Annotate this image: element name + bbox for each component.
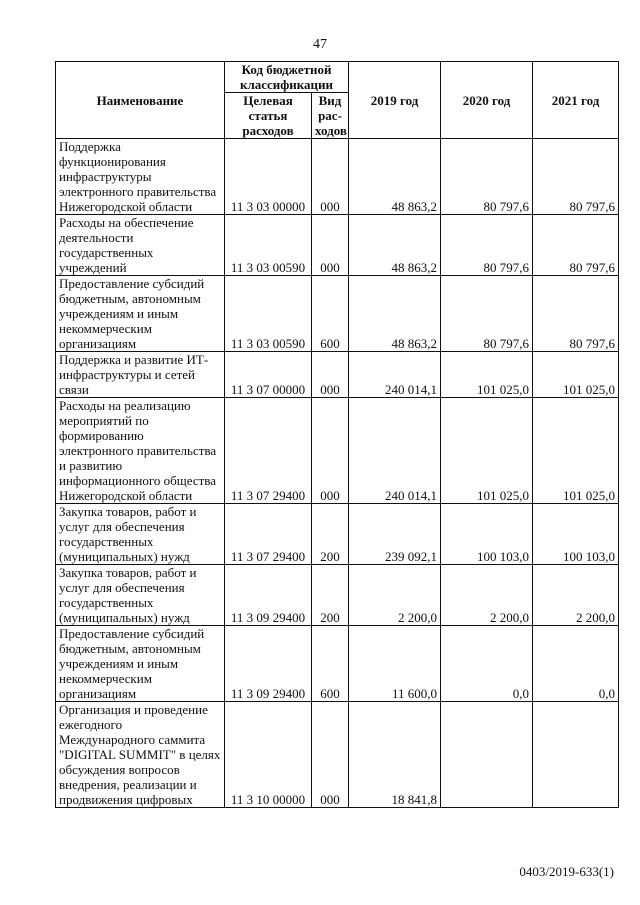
page-number: 47 — [313, 37, 327, 52]
row-value-2019: 18 841,8 — [349, 702, 441, 808]
row-expense-type: 000 — [312, 352, 349, 398]
row-value-2021: 80 797,6 — [533, 276, 619, 352]
row-name: Расходы на реализацию мероприятий по формированию электронного правительства и развитию информационного общества Нижегородской области — [56, 398, 225, 504]
row-value-2020 — [441, 702, 533, 808]
row-value-2019: 11 600,0 — [349, 626, 441, 702]
row-name: Поддержка и развитие ИТ-инфраструктуры и сетей связи — [56, 352, 225, 398]
row-value-2021: 101 025,0 — [533, 398, 619, 504]
table-row — [56, 276, 619, 352]
row-name: Предоставление субсидий бюджетным, автономным учреждениям и иным некоммерческим организациям — [56, 626, 225, 702]
row-value-2021 — [533, 702, 619, 808]
row-name: Расходы на обеспечение деятельности государственных учреждений — [56, 215, 225, 276]
row-name: Поддержка функционирования инфраструктуры электронного правительства Нижегородской области — [56, 139, 225, 215]
row-value-2019: 48 863,2 — [349, 276, 441, 352]
row-target-article: 11 3 09 29400 — [225, 565, 312, 626]
header-target-article: Целевая статья расходов — [225, 93, 312, 139]
row-target-article: 11 3 03 00590 — [225, 276, 312, 352]
row-expense-type: 200 — [312, 504, 349, 565]
row-value-2020: 2 200,0 — [441, 565, 533, 626]
row-target-article: 11 3 09 29400 — [225, 626, 312, 702]
row-target-article: 11 3 07 29400 — [225, 504, 312, 565]
header-name: Наименование — [56, 62, 225, 139]
row-value-2021: 80 797,6 — [533, 139, 619, 215]
row-value-2021: 101 025,0 — [533, 352, 619, 398]
row-value-2020: 80 797,6 — [441, 276, 533, 352]
row-value-2020: 0,0 — [441, 626, 533, 702]
row-value-2021: 80 797,6 — [533, 215, 619, 276]
row-name: Закупка товаров, работ и услуг для обеспечения государственных (муниципальных) нужд — [56, 504, 225, 565]
row-value-2020: 101 025,0 — [441, 352, 533, 398]
row-name: Закупка товаров, работ и услуг для обеспечения государственных (муниципальных) нужд — [56, 565, 225, 626]
row-value-2019: 48 863,2 — [349, 215, 441, 276]
row-value-2019: 239 092,1 — [349, 504, 441, 565]
row-target-article: 11 3 07 00000 — [225, 352, 312, 398]
row-value-2020: 101 025,0 — [441, 398, 533, 504]
row-name: Организация и проведение ежегодного Международного саммита "DIGITAL SUMMIT" в целях обсуждения вопросов внедрения, реализации и продвижения цифровых — [56, 702, 225, 808]
row-target-article: 11 3 03 00000 — [225, 139, 312, 215]
header-2020: 2020 год — [441, 62, 533, 139]
row-expense-type: 000 — [312, 398, 349, 504]
table-row — [56, 626, 619, 702]
row-target-article: 11 3 07 29400 — [225, 398, 312, 504]
row-expense-type: 000 — [312, 139, 349, 215]
table-row — [56, 398, 619, 504]
row-expense-type: 600 — [312, 276, 349, 352]
table-row — [56, 215, 619, 276]
row-name: Предоставление субсидий бюджетным, автономным учреждениям и иным некоммерческим организациям — [56, 276, 225, 352]
header-expense-type: Вид рас-ходов — [312, 93, 349, 139]
row-value-2019: 240 014,1 — [349, 352, 441, 398]
row-value-2020: 80 797,6 — [441, 139, 533, 215]
header-2019: 2019 год — [349, 62, 441, 139]
row-target-article: 11 3 10 00000 — [225, 702, 312, 808]
header-2021: 2021 год — [533, 62, 619, 139]
row-value-2021: 2 200,0 — [533, 565, 619, 626]
row-expense-type: 000 — [312, 215, 349, 276]
row-value-2019: 2 200,0 — [349, 565, 441, 626]
table-row — [56, 139, 619, 215]
row-expense-type: 600 — [312, 626, 349, 702]
row-value-2020: 100 103,0 — [441, 504, 533, 565]
row-value-2021: 100 103,0 — [533, 504, 619, 565]
row-target-article: 11 3 03 00590 — [225, 215, 312, 276]
budget-table — [55, 61, 619, 808]
header-classification: Код бюджетной классификации — [225, 62, 349, 93]
row-value-2021: 0,0 — [533, 626, 619, 702]
row-value-2019: 48 863,2 — [349, 139, 441, 215]
row-value-2019: 240 014,1 — [349, 398, 441, 504]
row-expense-type: 000 — [312, 702, 349, 808]
document-code: 0403/2019-633(1) — [519, 864, 614, 879]
table-row — [56, 702, 619, 808]
table-row — [56, 504, 619, 565]
table-row — [56, 352, 619, 398]
row-expense-type: 200 — [312, 565, 349, 626]
table-row — [56, 565, 619, 626]
row-value-2020: 80 797,6 — [441, 215, 533, 276]
